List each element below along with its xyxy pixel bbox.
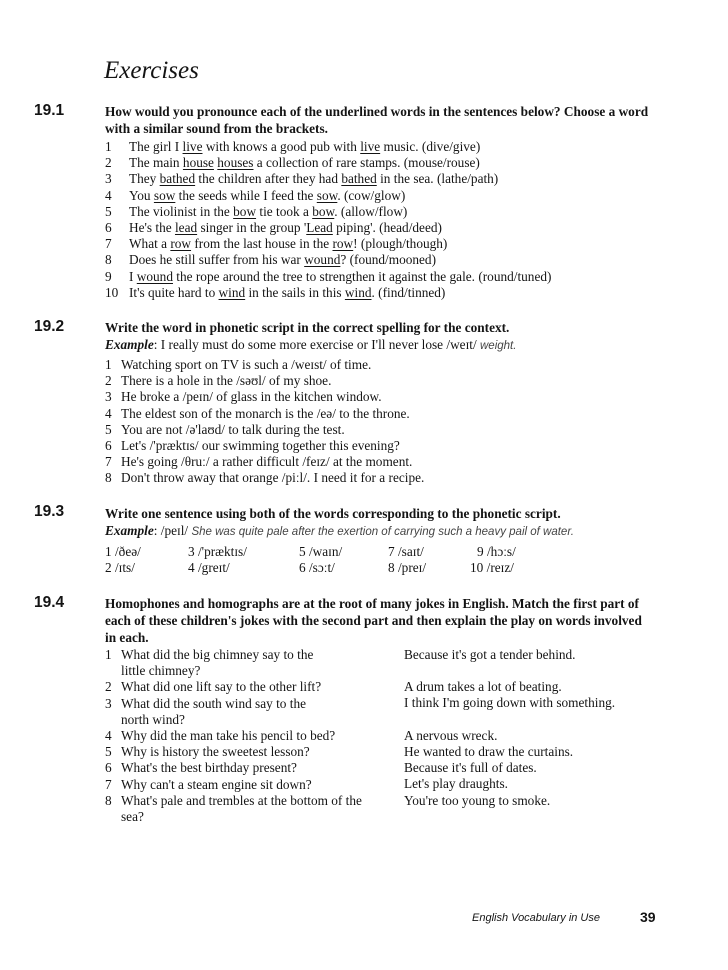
list-item: 10 It's quite hard to wind in the sails in this wind. (find/tinned) <box>105 284 446 300</box>
exercise-number: 19.1 <box>34 102 65 119</box>
phonetic-item: 2 /ɪts/ <box>105 560 135 575</box>
list-item: 1 The girl I live with knows a good pub with live music. (dive/give) <box>105 139 481 154</box>
joke-questions <box>105 647 375 825</box>
joke-answer: A nervous wreck. <box>404 728 498 743</box>
list-item: 1 Watching sport on TV is such a /weɪst/ of time. <box>105 357 372 372</box>
list-item: 9 I wound the rope around the tree to strengthen it against the gale. (round/tuned) <box>105 268 552 284</box>
page-title: Exercises <box>104 57 199 84</box>
joke-question: 8 What's pale and trembles at the bottom of the sea? <box>105 792 362 825</box>
example-line: Example: I really must do some more exercise or I'll never lose /weɪt/ weight. <box>105 337 517 352</box>
phonetic-item: 8 /preɪ/ <box>388 560 427 575</box>
list-item: 7 What a row from the last house in the row! (plough/though) <box>105 236 448 252</box>
joke-answer: Because it's got a tender behind. <box>404 647 576 662</box>
phonetic-item: 5 /waɪn/ <box>299 544 343 559</box>
joke-question: 1 What did the big chimney say to the little chimney? <box>105 647 314 679</box>
phonetic-item: 1 /ðeə/ <box>105 544 141 559</box>
exercise-number: 19.3 <box>34 503 65 520</box>
ex1-list <box>105 139 551 301</box>
exercise-instruction: How would you pronounce each of the underlined words in the sentences below? Choose a word with a similar sound from the brackets. <box>105 104 649 136</box>
list-item: 5 The violinist in the bow tie took a bow. (allow/flow) <box>105 203 408 219</box>
joke-answer: Let's play draughts. <box>404 776 508 791</box>
list-item: 2 There is a hole in the /səʊl/ of my shoe. <box>105 373 332 389</box>
book-title: English Vocabulary in Use <box>472 912 600 924</box>
list-item: 4 The eldest son of the monarch is the /eə/ to the throne. <box>105 405 410 421</box>
list-item: 3 They bathed the children after they had bathed in the sea. (lathe/path) <box>105 171 499 187</box>
joke-answer: I think I'm going down with something. <box>404 695 616 710</box>
exercise-instruction: Write one sentence using both of the words corresponding to the phonetic script. <box>105 506 561 521</box>
phonetic-item: 6 /sɔːt/ <box>299 560 335 575</box>
phonetic-item: 9 /hɔːs/ <box>477 544 516 559</box>
exercise-number: 19.2 <box>34 318 65 335</box>
joke-question: 2 What did one lift say to the other lift? <box>105 679 322 695</box>
joke-question: 5 Why is history the sweetest lesson? <box>105 744 310 760</box>
joke-question: 6 What's the best birthday present? <box>105 760 297 776</box>
phonetic-item: 10 /reɪz/ <box>470 560 514 575</box>
list-item: 6 Let's /'præktɪs/ our swimming together this evening? <box>105 437 400 453</box>
joke-question: 4 Why did the man take his pencil to bed? <box>105 728 336 744</box>
list-item: 6 He's the lead singer in the group 'Lead piping'. (head/deed) <box>105 219 442 235</box>
list-item: 8 Does he still suffer from his war wound? (found/mooned) <box>105 252 437 268</box>
joke-answer: You're too young to smoke. <box>404 793 551 808</box>
list-item: 5 You are not /ə'laʊd/ to talk during the test. <box>105 421 345 437</box>
list-item: 3 He broke a /peɪn/ of glass in the kitchen window. <box>105 389 382 405</box>
example-line: Example: /peɪl/ She was quite pale after the exertion of carrying such a heavy pail of water. <box>105 523 574 538</box>
joke-answer: A drum takes a lot of beating. <box>404 679 562 694</box>
page-number: 39 <box>640 909 656 925</box>
joke-question: 3 What did the south wind say to the north wind? <box>105 695 307 727</box>
phonetic-item: 3 /'præktɪs/ <box>188 544 247 559</box>
list-item: 8 Don't throw away that orange /piːl/. I need it for a recipe. <box>105 470 425 486</box>
phonetic-item: 7 /saɪt/ <box>388 544 424 559</box>
joke-answer: He wanted to draw the curtains. <box>404 744 574 759</box>
list-item: 2 The main house houses a collection of rare stamps. (mouse/rouse) <box>105 155 480 171</box>
exercise-number: 19.4 <box>34 594 65 611</box>
list-item: 4 You sow the seeds while I feed the sow. (cow/glow) <box>105 187 406 203</box>
list-item: 7 He's going /θruː/ a rather difficult /feɪz/ at the moment. <box>105 454 413 470</box>
ex2-list <box>105 357 424 487</box>
phonetic-item: 4 /greɪt/ <box>188 560 230 575</box>
exercise-instruction: Write the word in phonetic script in the correct spelling for the context. <box>105 320 510 335</box>
exercise-instruction: Homophones and homographs are at the root of many jokes in English. Match the first part of each of these children's jokes with the second part and then explain the play on words involved in each. <box>105 596 642 645</box>
joke-question: 7 Why can't a steam engine sit down? <box>105 776 312 792</box>
joke-answer: Because it's full of dates. <box>404 760 537 775</box>
